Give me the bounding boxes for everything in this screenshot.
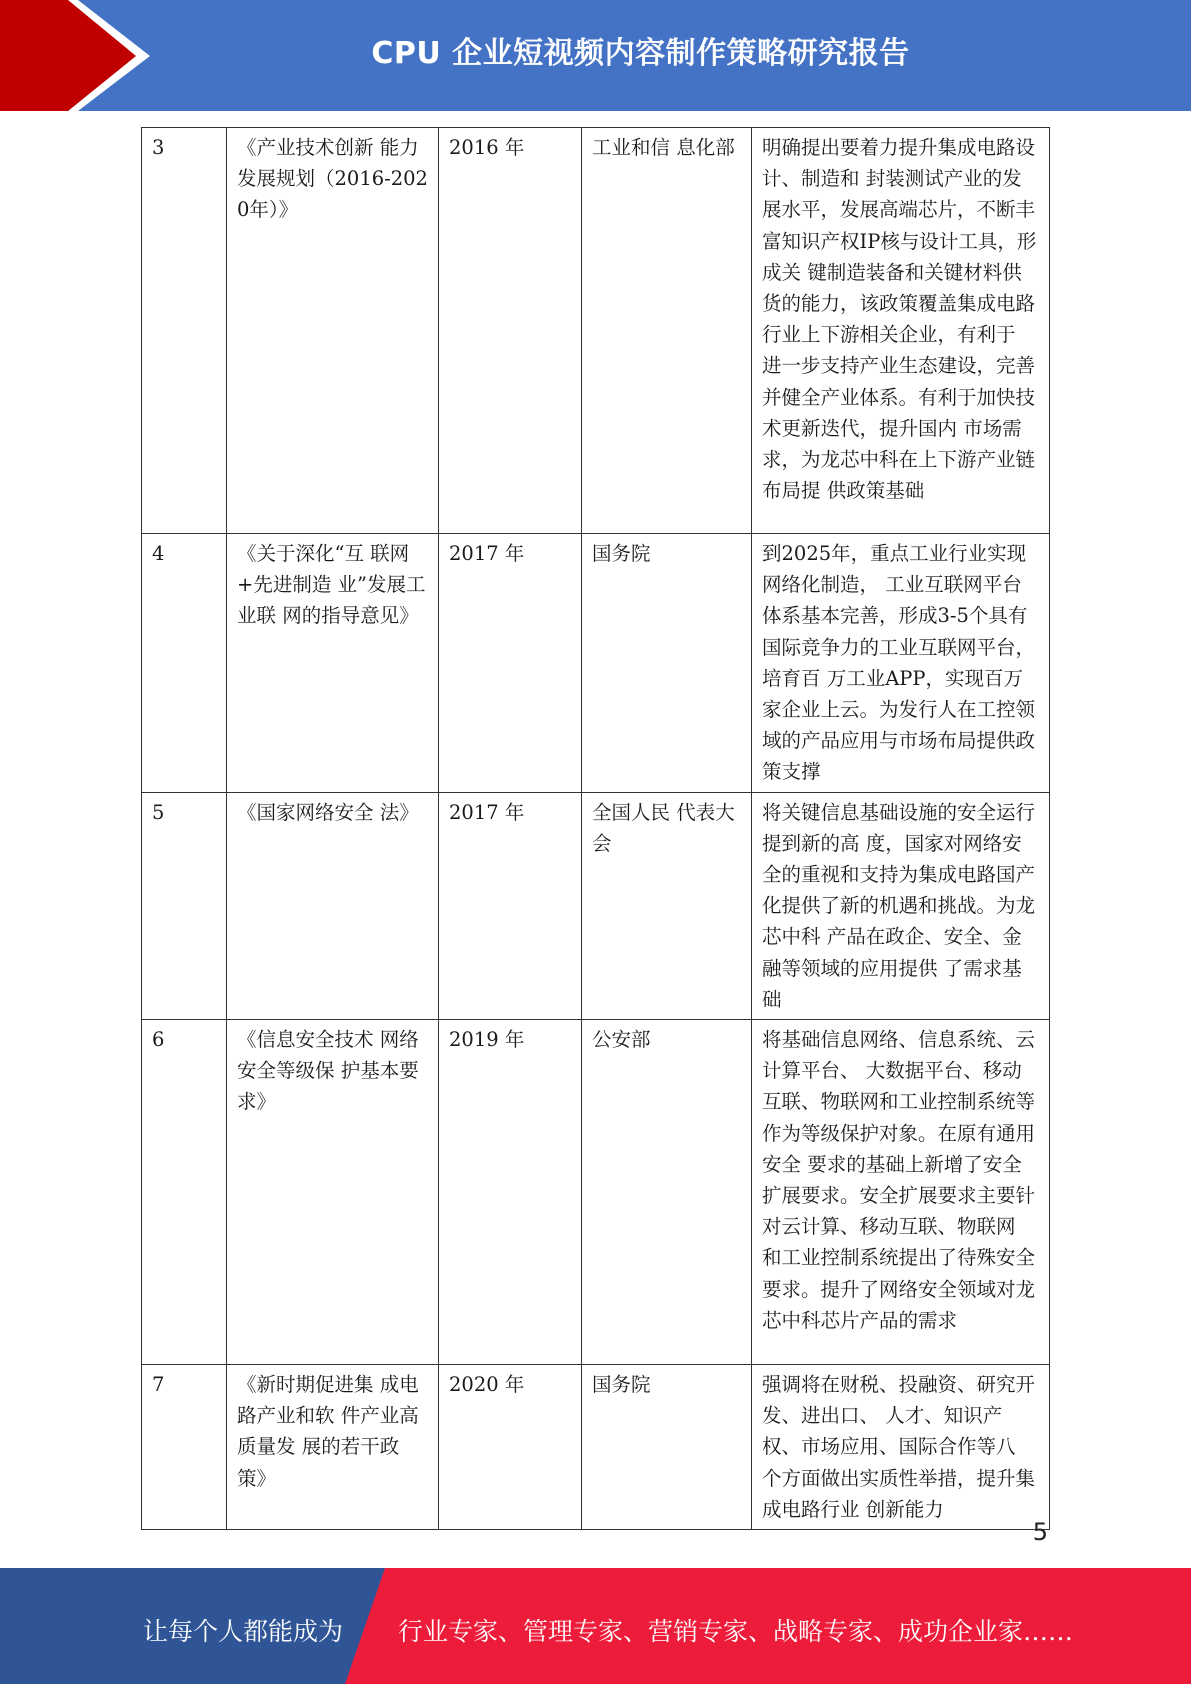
policy-year: 2019 年 — [439, 1020, 582, 1365]
table-row — [142, 792, 1050, 1019]
issuing-department: 全国人民 代表大会 — [582, 792, 752, 1019]
table-row — [142, 534, 1050, 793]
policy-name: 《国家网络安全 法》 — [227, 792, 439, 1019]
policy-name: 《信息安全技术 网络安全等级保 护基本要求》 — [227, 1020, 439, 1365]
policy-name: 《产业技术创新 能力发展规划（2016-2020年）》 — [227, 128, 439, 534]
table-row — [142, 1020, 1050, 1365]
table-row — [142, 128, 1050, 534]
policy-name: 《新时期促进集 成电路产业和软 件产业高质量发 展的若干政策》 — [227, 1365, 439, 1530]
policy-year: 2016 年 — [439, 128, 582, 534]
row-number: 5 — [142, 792, 227, 1019]
issuing-department: 国务院 — [582, 534, 752, 793]
row-number: 6 — [142, 1020, 227, 1365]
policy-content: 强调将在财税、投融资、研究开发、进出口、 人才、知识产权、市场应用、国际合作等八 个方面做出实质性举措，提升集成电路行业 创新能力 — [752, 1365, 1050, 1530]
policy-content: 到2025年，重点工业行业实现网络化制造， 工业互联网平台体系基本完善，形成3-5个具有国际竞争力的工业互联网平台，培育百 万工业APP，实现百万家企业上云。为发行人在工控领域的产品应用与市场布局提供政 策支撑 — [752, 534, 1050, 793]
policy-content: 将基础信息网络、信息系统、云计算平台、 大数据平台、移动互联、物联网和工业控制系统等作为等级保护对象。在原有通用安全 要求的基础上新增了安全扩展要求。安全扩展要求主要针对云计算、移动互联、物联网 和工业控制系统提出了待殊安全要求。提升了网络安全领域对龙芯中科芯片产品的需求 — [752, 1020, 1050, 1365]
row-number: 4 — [142, 534, 227, 793]
policy-content: 明确提出要着力提升集成电路设计、制造和 封装测试产业的发展水平，发展高端芯片，不断丰富知识产权IP核与设计工具，形成关 键制造装备和关键材料供货的能力，该政策覆盖集成电路行业上下游相关企业，有利于 进一步支持产业生态建设，完善并健全产业体系。有利于加快技术更新迭代，提升国内 市场需求，为龙芯中科在上下游产业链布局提 供政策基础 — [752, 128, 1050, 534]
table-row — [142, 1365, 1050, 1530]
policy-year: 2017 年 — [439, 792, 582, 1019]
issuing-department: 国务院 — [582, 1365, 752, 1530]
row-number: 3 — [142, 128, 227, 534]
row-number: 7 — [142, 1365, 227, 1530]
policy-name: 《关于深化“互 联网+先进制造 业”发展工业联 网的指导意见》 — [227, 534, 439, 793]
page-number: 5 — [1032, 1518, 1048, 1546]
footer-banner — [0, 1568, 1191, 1684]
policy-year: 2017 年 — [439, 534, 582, 793]
issuing-department: 工业和信 息化部 — [582, 128, 752, 534]
footer-slogan-right: 行业专家、管理专家、营销专家、战略专家、成功企业家…… — [398, 1617, 1074, 1646]
issuing-department: 公安部 — [582, 1020, 752, 1365]
policy-year: 2020 年 — [439, 1365, 582, 1530]
footer-slogan-left: 让每个人都能成为 — [143, 1617, 344, 1646]
header-banner — [0, 0, 1191, 111]
policy-content: 将关键信息基础设施的安全运行提到新的高 度，国家对网络安全的重视和支持为集成电路国产化提供了新的机遇和挑战。为龙芯中科 产品在政企、安全、金融等领域的应用提供 了需求基础 — [752, 792, 1050, 1019]
policy-table — [141, 127, 1050, 1530]
header-title: CPU 企业短视频内容制作策略研究报告 — [371, 36, 910, 71]
